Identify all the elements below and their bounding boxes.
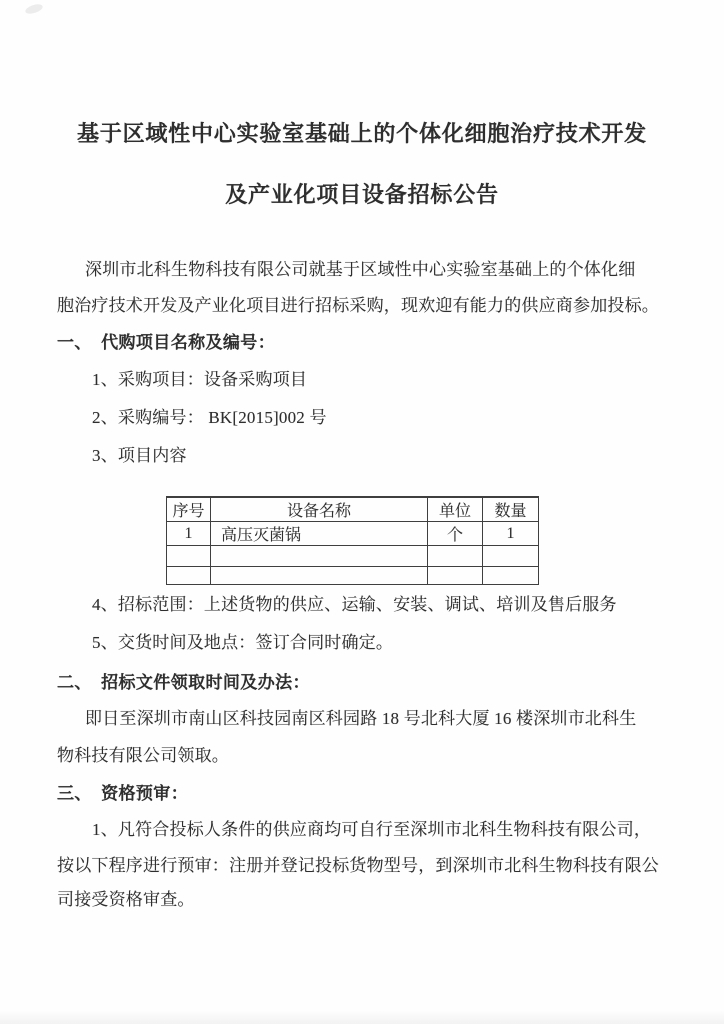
table-row-empty (167, 546, 539, 567)
table-cell-quantity (483, 546, 539, 567)
table-cell-unit (428, 567, 483, 585)
section1-item-3: 3、项目内容 (92, 446, 187, 465)
section1-heading: 一、 代购项目名称及编号： (57, 333, 276, 352)
document-title-line-2: 及产业化项目设备招标公告 (225, 182, 499, 207)
section1-item-5: 5、交货时间及地点：签订合同时确定。 (92, 633, 394, 652)
table-cell-index: 1 (167, 522, 211, 546)
intro-paragraph-line-1: 深圳市北科生物科技有限公司就基于区域性中心实验室基础上的个体化细 (85, 260, 636, 279)
table-header-equipment-name: 设备名称 (211, 497, 428, 522)
table-cell-unit: 个 (428, 522, 483, 546)
table-header-quantity: 数量 (483, 497, 539, 522)
scan-artifact-mark (24, 2, 44, 15)
table-cell-quantity: 1 (483, 522, 539, 546)
section2-heading: 二、 招标文件领取时间及办法： (57, 673, 310, 692)
table-cell-equipment-name: 高压灭菌锅 (211, 522, 428, 546)
table-cell-equipment-name (211, 546, 428, 567)
table-cell-index (167, 567, 211, 585)
section2-line-1: 即日至深圳市南山区科技园南区科园路 18 号北科大厦 16 楼深圳市北科生 (85, 709, 637, 728)
document-title-line-1: 基于区域性中心实验室基础上的个体化细胞治疗技术开发 (76, 121, 647, 146)
section3-heading: 三、 资格预审： (57, 784, 189, 803)
section3-line-3: 司接受资格审查。 (57, 890, 195, 909)
equipment-table (166, 496, 539, 585)
table-header-unit: 单位 (428, 497, 483, 522)
table-cell-index (167, 546, 211, 567)
table-cell-unit (428, 546, 483, 567)
section1-item-2: 2、采购编号： BK[2015]002 号 (92, 408, 327, 427)
section2-line-2: 物科技有限公司领取。 (57, 746, 229, 765)
intro-paragraph-line-2: 胞治疗技术开发及产业化项目进行招标采购，现欢迎有能力的供应商参加投标。 (57, 296, 659, 315)
section1-item-4: 4、招标范围：上述货物的供应、运输、安装、调试、培训及售后服务 (92, 595, 617, 614)
table-row (167, 522, 539, 546)
section3-line-2: 按以下程序进行预审：注册并登记投标货物型号，到深圳市北科生物科技有限公 (57, 856, 659, 875)
table-row-empty (167, 567, 539, 585)
table-cell-equipment-name (211, 567, 428, 585)
table-header-index: 序号 (167, 497, 211, 522)
table-cell-quantity (483, 567, 539, 585)
equipment-table-header-row (167, 497, 539, 522)
section3-line-1: 1、凡符合投标人条件的供应商均可自行至深圳市北科生物科技有限公司， (92, 820, 652, 839)
section1-item-1: 1、采购项目：设备采购项目 (92, 370, 308, 389)
